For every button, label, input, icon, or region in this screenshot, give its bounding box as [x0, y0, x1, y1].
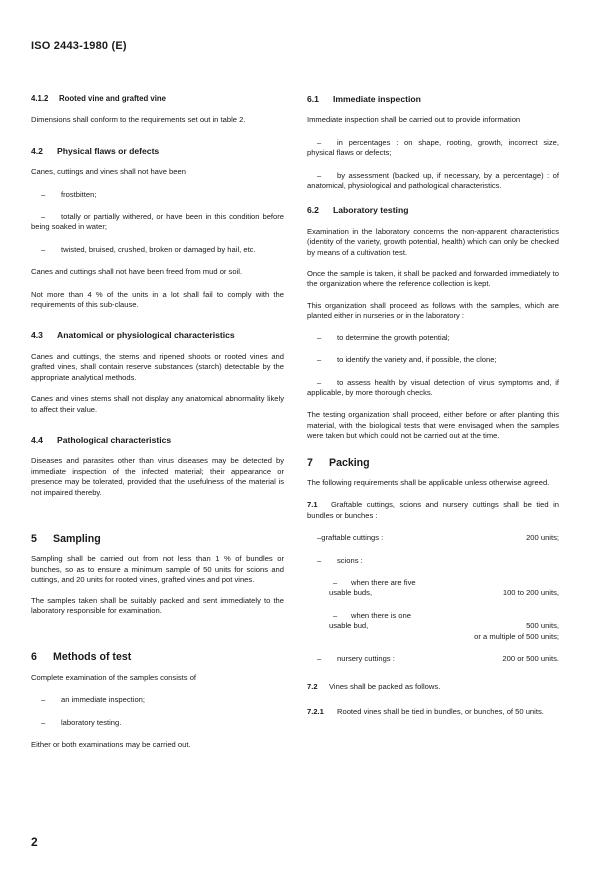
- para-4-3-starch: Canes and cuttings, the stems and ripened shoots or rooted vines and grafted vines, shall contain reserve substances (starch) detectable by the appropriate analytical methods.: [31, 351, 284, 382]
- heading-4-4: 4.4 Pathological characteristics: [31, 434, 172, 445]
- heading-6-1: 6.1 Immediate inspection: [307, 94, 421, 104]
- list-item: – an immediate inspection;: [41, 695, 145, 705]
- list-item: – totally or partially withered, or have been in this condition before being soaked in water;: [31, 212, 284, 232]
- para-4-1-2: Dimensions shall conform to the requirements set out in table 2.: [31, 115, 246, 125]
- para-6-1-intro: Immediate inspection shall be carried out to provide information: [307, 115, 521, 125]
- para-7-intro: The following requirements shall be applicable unless otherwise agreed.: [307, 477, 550, 487]
- left-column: [31, 94, 284, 750]
- list-item: – to identify the variety and, if possible, the clone;: [317, 355, 497, 365]
- heading-6: 6 Methods of test: [31, 651, 132, 664]
- right-column: [307, 94, 559, 717]
- standard-header: ISO 2443-1980 (E): [31, 40, 127, 52]
- para-4-2-tolerance: Not more than 4 % of the units in a lot shall fail to comply with the requirements of this sub-clause.: [31, 289, 284, 310]
- page-number: 2: [31, 835, 38, 849]
- list-item: – to assess health by visual detection of virus symptoms and, if applicable, by more thorough checks.: [307, 377, 559, 397]
- list-item: – laboratory testing.: [41, 717, 122, 727]
- heading-4-3: 4.3 Anatomical or physiological characteristics: [31, 330, 235, 341]
- packing-row-graftable: –graftable cuttings : 200 units;: [317, 533, 559, 543]
- para-5-samples: The samples taken shall be suitably packed and sent immediately to the laboratory responsible for examination.: [31, 595, 284, 615]
- heading-7: 7 Packing: [307, 456, 370, 469]
- list-item: – by assessment (backed up, if necessary, by a percentage) : of anatomical, physiological and pathological characteristics.: [307, 170, 559, 191]
- packing-row-nursery: – nursery cuttings : 200 or 500 units.: [317, 654, 559, 663]
- para-4-3-anatomy: Canes and vines stems shall not display any anatomical abnormality likely to affect their value.: [31, 394, 284, 414]
- para-5-sampling: Sampling shall be carried out from not less than 1 % of bundles or bunches, so as to ensure a minimum sample of 50 units for scions and cuttings, and 20 units for rooted vines, grafted vines and pot vines.: [31, 554, 284, 585]
- para-4-4: Diseases and parasites other than virus diseases may be detected by immediate inspection of the infected material; their appearance or presence may be tolerated, provided that the usefulness of the material is not impaired thereby.: [31, 456, 284, 497]
- para-4-2-intro: Canes, cuttings and vines shall not have been: [31, 167, 186, 177]
- para-6-2-exam: Examination in the laboratory concerns the non-apparent characteristics (identity of the variety, growth potential, health) which can only be checked by means of a cultivation test.: [307, 226, 559, 257]
- packing-row-five-buds: – when there are five usable buds, 100 to 200 units,: [329, 577, 559, 598]
- para-4-2-mud: Canes and cuttings shall not have been freed from mud or soil.: [31, 267, 243, 277]
- heading-6-2: 6.2 Laboratory testing: [307, 205, 409, 216]
- para-6-intro: Complete examination of the samples consists of: [31, 672, 197, 682]
- list-item: – in percentages : on shape, rooting, growth, incorrect size, physical flaws or defects;: [307, 137, 559, 158]
- para-6-2-biological: The testing organization shall proceed, either before or after planting this material, with the biological tests that were envisaged when the samples were taken but which could not be carried out at the time.: [307, 410, 559, 441]
- para-6-either: Either or both examinations may be carried out.: [31, 740, 191, 749]
- list-item: – twisted, bruised, crushed, broken or damaged by hail, etc.: [41, 244, 256, 254]
- list-item: – to determine the growth potential;: [317, 332, 450, 342]
- packing-row-one-bud: – when there is one usable bud, 500 units, or a multiple of 500 units;: [329, 610, 559, 641]
- para-7-2: 7.2 Vines shall be packed as follows.: [307, 682, 441, 692]
- para-7-1: 7.1 Graftable cuttings, scions and nursery cuttings shall be tied in bundles or bunches :: [307, 500, 559, 520]
- heading-4-2: 4.2 Physical flaws or defects: [31, 145, 160, 156]
- list-item: – frostbitten;: [41, 189, 97, 199]
- heading-4-1-2: 4.1.2 Rooted vine and grafted vine: [31, 94, 167, 103]
- para-6-2-proceed: This organization shall proceed as follows with the samples, which are planted either in nurseries or in the laboratory :: [307, 300, 559, 321]
- para-7-2-1: 7.2.1 Rooted vines shall be tied in bundles, or bunches, of 50 units.: [307, 706, 544, 716]
- packing-row-scions: – scions :: [317, 555, 363, 565]
- heading-5: 5 Sampling: [31, 532, 101, 545]
- para-6-2-packed: Once the sample is taken, it shall be packed and forwarded immediately to the organization where the reference collection is kept.: [307, 269, 559, 289]
